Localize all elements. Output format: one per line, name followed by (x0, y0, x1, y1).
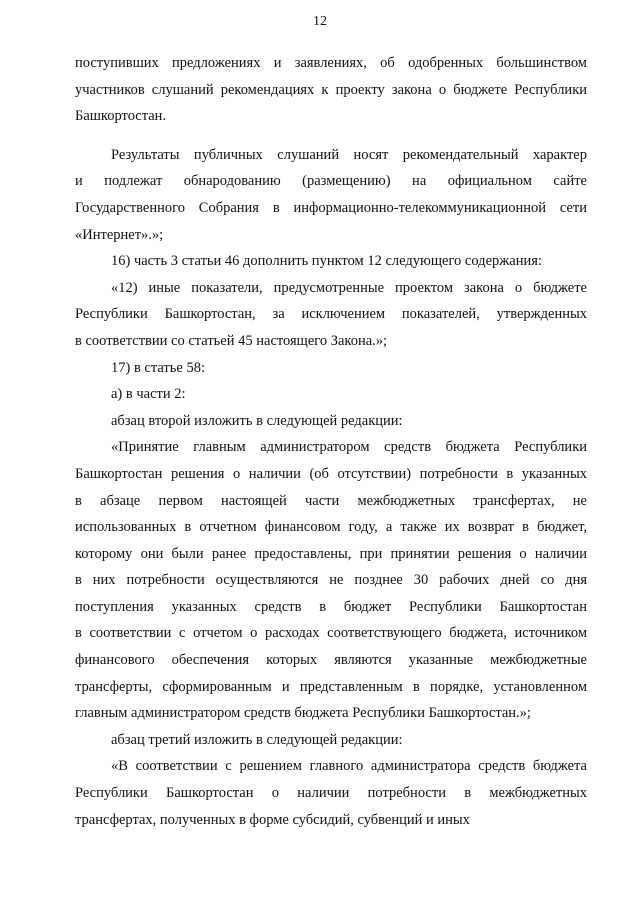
paragraph (75, 142, 587, 248)
text-line: Результаты публичных слушаний носят рекомендательный характер (111, 146, 587, 163)
text-line: поступивших предложениях и заявлениях, об одобренных большинством (75, 55, 587, 71)
text-line: трансферты, сформированным и представленным в порядке, установленном (75, 678, 587, 695)
text-line: Республики Башкортостан о наличии потребности в межбюджетных (75, 785, 587, 802)
text-line: Республики Башкортостан, за исключением показателей, утвержденных (75, 306, 587, 323)
paragraph (75, 50, 587, 130)
text-line: участников слушаний рекомендациях к проекту закона о бюджете Республики (75, 81, 587, 98)
paragraph (75, 408, 587, 435)
text-line: «В соответствии с решением главного администратора средств бюджета (111, 758, 587, 775)
paragraph (75, 355, 587, 382)
text-line: абзац третий изложить в следующей редакции: (111, 731, 403, 748)
text-line: в них потребности осуществляются не позднее 30 рабочих дней со дня (75, 572, 587, 589)
text-line: 17) в статье 58: (111, 359, 205, 376)
paragraph (75, 381, 587, 408)
text-line: «Принятие главным администратором средств бюджета Республики (111, 439, 587, 456)
text-line: которому они были ранее предоставлены, при принятии решения о наличии (75, 545, 587, 562)
text-line: использованных в отчетном финансовом году, а также их возврат в бюджет, (75, 519, 587, 536)
paragraph-gap (75, 130, 587, 142)
text-line: главным администратором средств бюджета Республики Башкортостан.»; (75, 705, 531, 722)
text-line: поступления указанных средств в бюджет Республики Башкортостан (75, 598, 587, 615)
paragraph (75, 753, 587, 833)
text-line: финансового обеспечения которых являются указанные межбюджетные (75, 652, 587, 669)
text-line: в соответствии со статьей 45 настоящего Закона.»; (75, 332, 388, 349)
paragraph (75, 248, 587, 275)
text-line: и подлежат обнародованию (размещению) на официальном сайте (75, 173, 587, 190)
text-line: в соответствии с отчетом о расходах соответствующего бюджета, источником (75, 625, 587, 642)
text-line: трансфертах, полученных в форме субсидий, субвенций и иных (75, 811, 470, 828)
text-line: а) в части 2: (111, 386, 186, 403)
text-line: в абзаце первом настоящей части межбюджетных трансфертах, не (75, 492, 587, 509)
text-line: 16) часть 3 статьи 46 дополнить пунктом 12 следующего содержания: (111, 253, 542, 270)
paragraph (75, 727, 587, 754)
text-line: Башкортостан решения о наличии (об отсутствии) потребности в указанных (75, 465, 587, 482)
text-line: Государственного Собрания в информационно-телекоммуникационной сети (75, 199, 587, 216)
text-line: «Интернет».»; (75, 226, 164, 243)
text-line: Башкортостан. (75, 108, 167, 125)
paragraph (75, 434, 587, 727)
text-line: «12) иные показатели, предусмотренные проектом закона о бюджете (111, 279, 587, 296)
paragraph (75, 275, 587, 355)
page-number: 12 (313, 14, 327, 29)
text-line: абзац второй изложить в следующей редакции: (111, 412, 403, 429)
document-body (75, 50, 587, 833)
